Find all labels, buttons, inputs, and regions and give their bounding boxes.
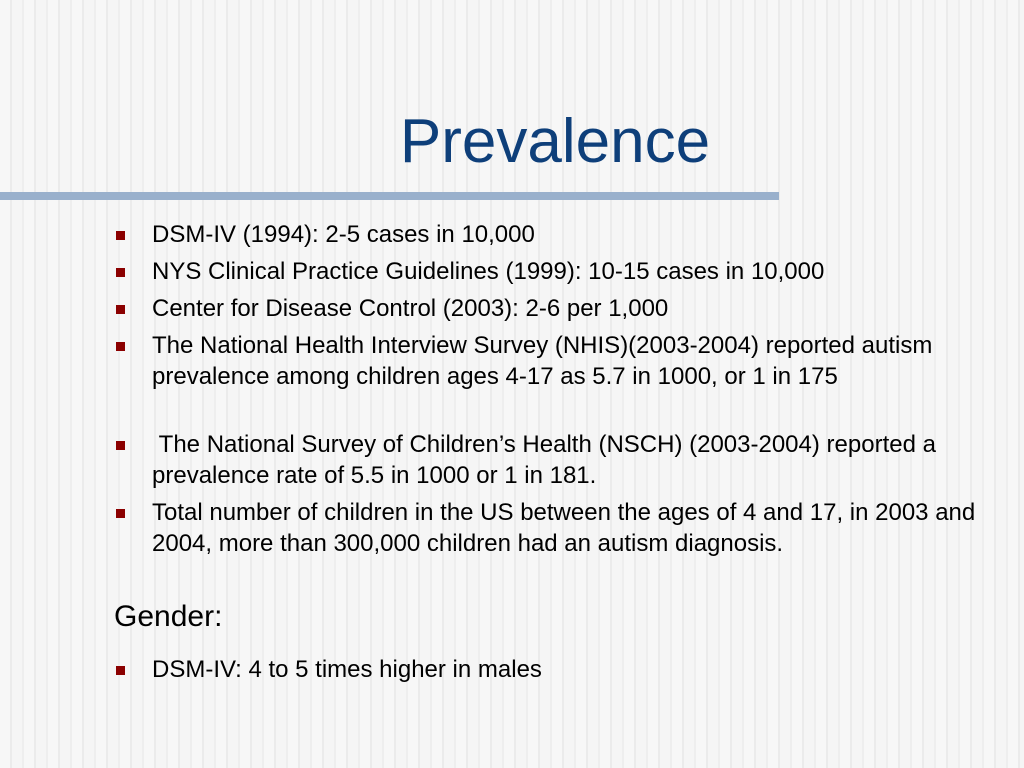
bullet-text: DSM-IV: 4 to 5 times higher in males: [152, 656, 542, 683]
bullet-item: [152, 256, 1002, 287]
bullet-item: [152, 497, 1002, 559]
bullet-item: [152, 330, 1002, 392]
bullet-text: NYS Clinical Practice Guidelines (1999): 10-15 cases in 10,000: [152, 258, 825, 285]
bullet-text: The National Health Interview Survey (NHIS)(2003-2004) reported autism prevalence among children ages 4-17 as 5.7 in 1000, or 1 in 175: [152, 332, 940, 390]
square-bullet-icon: [116, 305, 125, 314]
bullet-item: [152, 219, 1002, 250]
square-bullet-icon: [116, 231, 125, 240]
square-bullet-icon: [116, 509, 125, 518]
bullet-text: DSM-IV (1994): 2-5 cases in 10,000: [152, 221, 535, 248]
bullet-item: [152, 654, 1002, 685]
gender-heading: Gender:: [114, 600, 223, 633]
bullet-text: Center for Disease Control (2003): 2-6 per 1,000: [152, 295, 669, 322]
slide-title: Prevalence: [399, 107, 711, 176]
square-bullet-icon: [116, 268, 125, 277]
square-bullet-icon: [116, 441, 125, 450]
square-bullet-icon: [116, 666, 125, 675]
bullet-text: The National Survey of Children’s Health (NSCH) (2003-2004) reported a prevalence rate of 5.5 in 1000 or 1 in 181.: [152, 431, 943, 489]
bullet-text: Total number of children in the US between the ages of 4 and 17, in 2003 and 2004, more than 300,000 children had an autism diagnosis.: [152, 499, 982, 557]
bullet-item: [152, 429, 1002, 491]
bullet-item: [152, 293, 1002, 324]
square-bullet-icon: [116, 342, 125, 351]
